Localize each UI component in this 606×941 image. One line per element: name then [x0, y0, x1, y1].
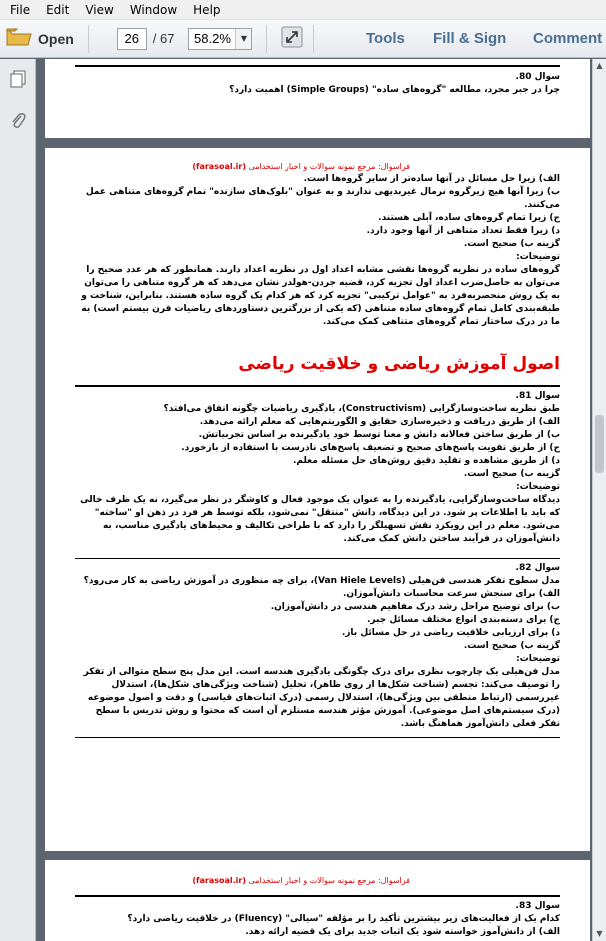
section-title: اصول آموزش ریاضی و خلاقیت ریاضی	[238, 354, 560, 374]
zoom-select[interactable]	[188, 28, 252, 50]
question-text: چرا در جبر مجرد، مطالعه "گروه‌های ساده" (Simple Groups) اهمیت دارد؟	[229, 85, 560, 95]
answer: گزینه ب) صحیح است.	[463, 641, 560, 651]
navigation-pane	[0, 59, 36, 941]
question-title: سوال 81.	[515, 391, 560, 401]
menu-edit[interactable]: Edit	[46, 2, 70, 17]
option: الف) زیرا حل مسائل در آنها ساده‌تر از سایر گروه‌ها است.	[303, 174, 560, 184]
explanation: گروه‌های ساده در نظریه گروه‌ها نقشی مشابه اعداد اول در نظریه اعداد دارند. همانطور که هر عدد صحیح را می‌توان به حاصل‌ضرب اعداد اول تجزیه کرد، قضیه جردن-هولدر نشان می‌دهد که هر گروه متناهی را می‌توان به یک روش منحصربه‌فرد به "عوامل ترکیبی" تجزیه کرد که هر کدام یک گروه ساده هستند. بنابراین، شناخت و طبقه‌بندی کامل تمام گروه‌های ساده متناهی (که یکی از بزرگترین دستاوردهای ریاضیات قرن بیستم است) به ما در درک ساختار تمام گروه‌های متناهی کمک می‌کند.	[81, 265, 560, 327]
question-text: کدام یک از فعالیت‌های زیر بیشترین تأکید را بر مؤلفه "سیالی" (Fluency) در خلاقیت ریاضی دارد؟	[127, 914, 560, 924]
expand-icon	[281, 26, 303, 51]
fill-sign-button[interactable]: Fill & Sign	[433, 30, 507, 47]
pages-icon[interactable]	[8, 69, 28, 89]
answer: گزینه ب) صحیح است.	[463, 469, 560, 479]
answer: گزینه ب) صحیح است.	[463, 239, 560, 249]
pdf-page	[45, 59, 590, 138]
option: د) برای ارزیابی خلاقیت ریاضی در حل مسائل باز.	[341, 628, 560, 638]
option: د) زیرا فقط تعداد متناهی از آنها وجود دارد.	[366, 226, 560, 236]
menu-help[interactable]: Help	[193, 2, 221, 17]
explanation-label: توضیحات:	[516, 482, 560, 492]
option: ب) برای توضیح مراحل رشد درک مفاهیم هندسی در دانش‌آموزان.	[270, 602, 560, 612]
explanation: مدل فن‌هیلی یک چارچوب نظری برای درک چگونگی یادگیری هندسه است. این مدل پنج سطح متوالی از تفکر را توصیف می‌کند: تجسم (شناخت شکل‌ها از روی ظاهر)، تحلیل (شناخت ویژگی‌های شکل‌ها)، استدلال غیررسمی (ارتباط منطقی بین ویژگی‌ها)، استدلال رسمی (درک اثبات‌های قیاسی) و دقت و اصول موضوعه (درک سیستم‌های اصل موضوعی). آموزش مؤثر هندسه مستلزم آن است که محتوا و روش تدریس با سطح تفکر فعلی دانش‌آموز هماهنگ باشد.	[83, 667, 560, 729]
option: ج) زیرا تمام گروه‌های ساده، آبلی هستند.	[378, 213, 560, 223]
folder-icon	[6, 27, 32, 50]
header-link[interactable]: (farasoal.ir)	[192, 876, 246, 885]
menu-window[interactable]: Window	[129, 2, 178, 17]
comment-button[interactable]: Comment	[533, 30, 603, 47]
scroll-thumb[interactable]	[595, 415, 604, 473]
scroll-up-icon[interactable]: ▲	[596, 61, 603, 70]
question-title: سوال 80.	[515, 72, 560, 82]
explanation-label: توضیحات:	[516, 252, 560, 262]
question-title: سوال 83.	[515, 901, 560, 911]
divider	[75, 385, 560, 387]
chevron-down-icon[interactable]: ▼	[235, 29, 251, 49]
page-header	[75, 160, 560, 173]
vertical-scrollbar[interactable]	[592, 59, 606, 941]
tools-button[interactable]: Tools	[366, 30, 405, 47]
open-label: Open	[38, 30, 74, 47]
header-text: فراسوال: مرجع نمونه سوالات و اخبار استخدامی	[248, 162, 410, 171]
option: الف) از طریق دریافت و ذخیره‌سازی حقایق و الگوریتم‌هایی که معلم ارائه می‌دهد.	[199, 417, 560, 427]
menu-view[interactable]: View	[85, 2, 114, 17]
divider	[75, 895, 560, 897]
toolbar-separator	[266, 25, 267, 53]
divider	[75, 558, 560, 559]
page-total: / 67	[152, 31, 175, 46]
question-text: مدل سطوح تفکر هندسی فن‌هیلی (Van Hiele Levels)، برای چه منظوری در آموزش ریاضی به کار می‌رود؟	[83, 576, 560, 586]
zoom-value: 58.2%	[194, 31, 231, 46]
pdf-page	[45, 860, 590, 941]
option: ج) برای دسته‌بندی انواع مختلف مسائل جبر.	[367, 615, 560, 625]
question-text: طبق نظریه ساخت‌وسازگرایی (Constructivism)، یادگیری ریاضیات چگونه اتفاق می‌افتد؟	[163, 404, 560, 414]
fit-page-button[interactable]	[277, 25, 307, 53]
document-view[interactable]	[37, 59, 592, 941]
open-button[interactable]	[0, 24, 82, 54]
question-title: سوال 82.	[515, 563, 560, 573]
option: ب) زیرا آنها هیچ زیرگروه نرمال غیربدیهی ندارند و به عنوان "بلوک‌های سازنده" تمام گروه‌های متناهی عمل می‌کنند.	[85, 187, 560, 210]
menu-bar	[0, 0, 606, 20]
explanation-label: توضیحات:	[516, 654, 560, 664]
pdf-page	[45, 148, 590, 851]
header-text: فراسوال: مرجع نمونه سوالات و اخبار استخدامی	[248, 876, 410, 885]
option: ج) از طریق تقویت پاسخ‌های صحیح و تضعیف پاسخ‌های نادرست با استفاده از بازخورد.	[181, 443, 560, 453]
menu-file[interactable]: File	[10, 2, 31, 17]
page-header	[75, 874, 560, 887]
toolbar-separator	[88, 25, 89, 53]
option: الف) برای سنجش سرعت محاسبات دانش‌آموزان.	[343, 589, 560, 599]
paperclip-icon[interactable]	[8, 111, 28, 131]
scroll-down-icon[interactable]: ▼	[596, 929, 603, 938]
explanation: دیدگاه ساخت‌وسازگرایی، یادگیرنده را به عنوان یک موجود فعال و کاوشگر در نظر می‌گیرد، نه یک ظرف خالی که باید با اطلاعات پر شود. در این دیدگاه، دانش "منتقل" نمی‌شود، بلکه توسط هر فرد در ذهن او "ساخته" می‌شود. معلم در این رویکرد نقش تسهیلگر را دارد که با طراحی تکالیف و محیط‌های یادگیری مناسب، به دانش‌آموزان در فرآیند ساختن دانش کمک می‌کند.	[80, 495, 560, 544]
toolbar	[0, 20, 606, 58]
option: ب) از طریق ساختن فعالانه دانش و معنا توسط خود یادگیرنده بر اساس تجربیاتش.	[198, 430, 560, 440]
option: الف) از دانش‌آموز خواسته شود یک اثبات جدید برای یک قضیه ارائه دهد.	[245, 927, 560, 937]
page-number-input[interactable]: 26	[117, 28, 147, 50]
header-link[interactable]: (farasoal.ir)	[192, 162, 246, 171]
toolbar-separator	[313, 25, 314, 53]
option: د) از طریق مشاهده و تقلید دقیق روش‌های حل مسئله معلم.	[293, 456, 560, 466]
divider	[75, 65, 560, 67]
divider	[75, 737, 560, 738]
